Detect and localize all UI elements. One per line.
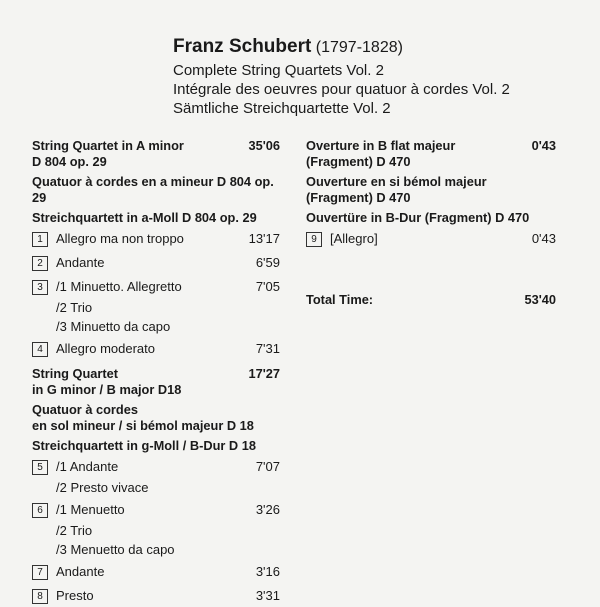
work1-heading-en bbox=[32, 138, 280, 154]
track-title: /1 Menuetto bbox=[56, 502, 125, 517]
work3-title-en: Overture in B flat majeur bbox=[306, 138, 456, 153]
right-column bbox=[306, 138, 556, 308]
movement-part: /2 Presto vivace bbox=[56, 480, 149, 495]
track-number: 7 bbox=[32, 565, 48, 580]
track-time: 7'07 bbox=[255, 459, 280, 474]
work2-title-en: String Quartet bbox=[32, 366, 119, 381]
title-english: Complete String Quartets Vol. 2 bbox=[173, 62, 384, 79]
work1-tracks bbox=[32, 228, 280, 360]
work1-title-de: Streichquartett in a-Moll D 804 op. 29 bbox=[32, 210, 257, 225]
track-number: 4 bbox=[32, 342, 48, 357]
track-row[interactable] bbox=[32, 561, 280, 583]
title-french: Intégrale des oeuvres pour quatuor à cordes Vol. 2 bbox=[173, 81, 510, 98]
track-title: Presto bbox=[56, 588, 94, 603]
work3-tracks bbox=[306, 228, 556, 250]
work2-key: in G minor / B major D18 bbox=[32, 382, 182, 397]
track-number: 3 bbox=[32, 280, 48, 295]
work2-title-fr-2: en sol mineur / si bémol majeur D 18 bbox=[32, 418, 254, 433]
track-title: [Allegro] bbox=[330, 231, 378, 246]
track-number: 2 bbox=[32, 256, 48, 271]
total-time-value: 53'40 bbox=[524, 292, 556, 307]
track-time: 6'59 bbox=[255, 255, 280, 270]
track-row[interactable] bbox=[32, 228, 280, 250]
track-title: Andante bbox=[56, 255, 105, 270]
work1-title-en: String Quartet in A minor bbox=[32, 138, 184, 153]
work3-title-fr-1: Ouverture en si bémol majeur bbox=[306, 174, 487, 189]
track-row[interactable] bbox=[32, 499, 280, 521]
work2-time: 17'27 bbox=[248, 366, 280, 381]
track-number: 5 bbox=[32, 460, 48, 475]
work2-title-fr-1: Quatuor à cordes bbox=[32, 402, 138, 417]
work3-time: 0'43 bbox=[531, 138, 556, 153]
left-column bbox=[32, 138, 280, 607]
track-time: 7'05 bbox=[255, 279, 280, 294]
track-number: 6 bbox=[32, 503, 48, 518]
work2-title-de: Streichquartett in g-Moll / B-Dur D 18 bbox=[32, 438, 256, 453]
track-row[interactable] bbox=[306, 228, 556, 250]
track-number: 1 bbox=[32, 232, 48, 247]
track-time: 13'17 bbox=[248, 231, 280, 246]
work2-tracks bbox=[32, 456, 280, 607]
composer-dates: (1797-1828) bbox=[315, 39, 403, 56]
movement-part: /2 Trio bbox=[56, 523, 93, 538]
composer-line bbox=[173, 36, 403, 58]
movement-part: /3 Minuetto da capo bbox=[56, 319, 171, 334]
track-number: 8 bbox=[32, 589, 48, 604]
work3-catalog-en: (Fragment) D 470 bbox=[306, 154, 411, 169]
title-german: Sämtliche Streichquartette Vol. 2 bbox=[173, 100, 391, 117]
movement-part: /3 Menuetto da capo bbox=[56, 542, 175, 557]
work2-heading-en bbox=[32, 366, 280, 382]
total-time-row bbox=[306, 292, 556, 308]
track-row[interactable] bbox=[32, 252, 280, 274]
track-row[interactable] bbox=[32, 456, 280, 478]
work1-title-fr: Quatuor à cordes en a mineur D 804 op. 29 bbox=[32, 174, 274, 205]
track-title: /1 Andante bbox=[56, 459, 119, 474]
work3-title-de: Ouvertüre in B-Dur (Fragment) D 470 bbox=[306, 210, 530, 225]
track-row[interactable] bbox=[32, 276, 280, 298]
track-time: 3'26 bbox=[255, 502, 280, 517]
composer-name: Franz Schubert bbox=[173, 36, 312, 57]
work3-title-fr-2: (Fragment) D 470 bbox=[306, 190, 411, 205]
track-row[interactable] bbox=[32, 585, 280, 607]
work1-catalog: D 804 op. 29 bbox=[32, 154, 107, 169]
track-time: 0'43 bbox=[531, 231, 556, 246]
track-time: 7'31 bbox=[255, 341, 280, 356]
track-title: Allegro ma non troppo bbox=[56, 231, 184, 246]
track-title: Andante bbox=[56, 564, 105, 579]
work1-time: 35'06 bbox=[248, 138, 280, 153]
track-time: 3'31 bbox=[255, 588, 280, 603]
track-number: 9 bbox=[306, 232, 322, 247]
work3-heading-en bbox=[306, 138, 556, 154]
track-time: 3'16 bbox=[255, 564, 280, 579]
track-title: /1 Minuetto. Allegretto bbox=[56, 279, 182, 294]
track-title: Allegro moderato bbox=[56, 341, 155, 356]
movement-part: /2 Trio bbox=[56, 300, 93, 315]
total-time-label: Total Time: bbox=[306, 292, 374, 307]
track-row[interactable] bbox=[32, 338, 280, 360]
